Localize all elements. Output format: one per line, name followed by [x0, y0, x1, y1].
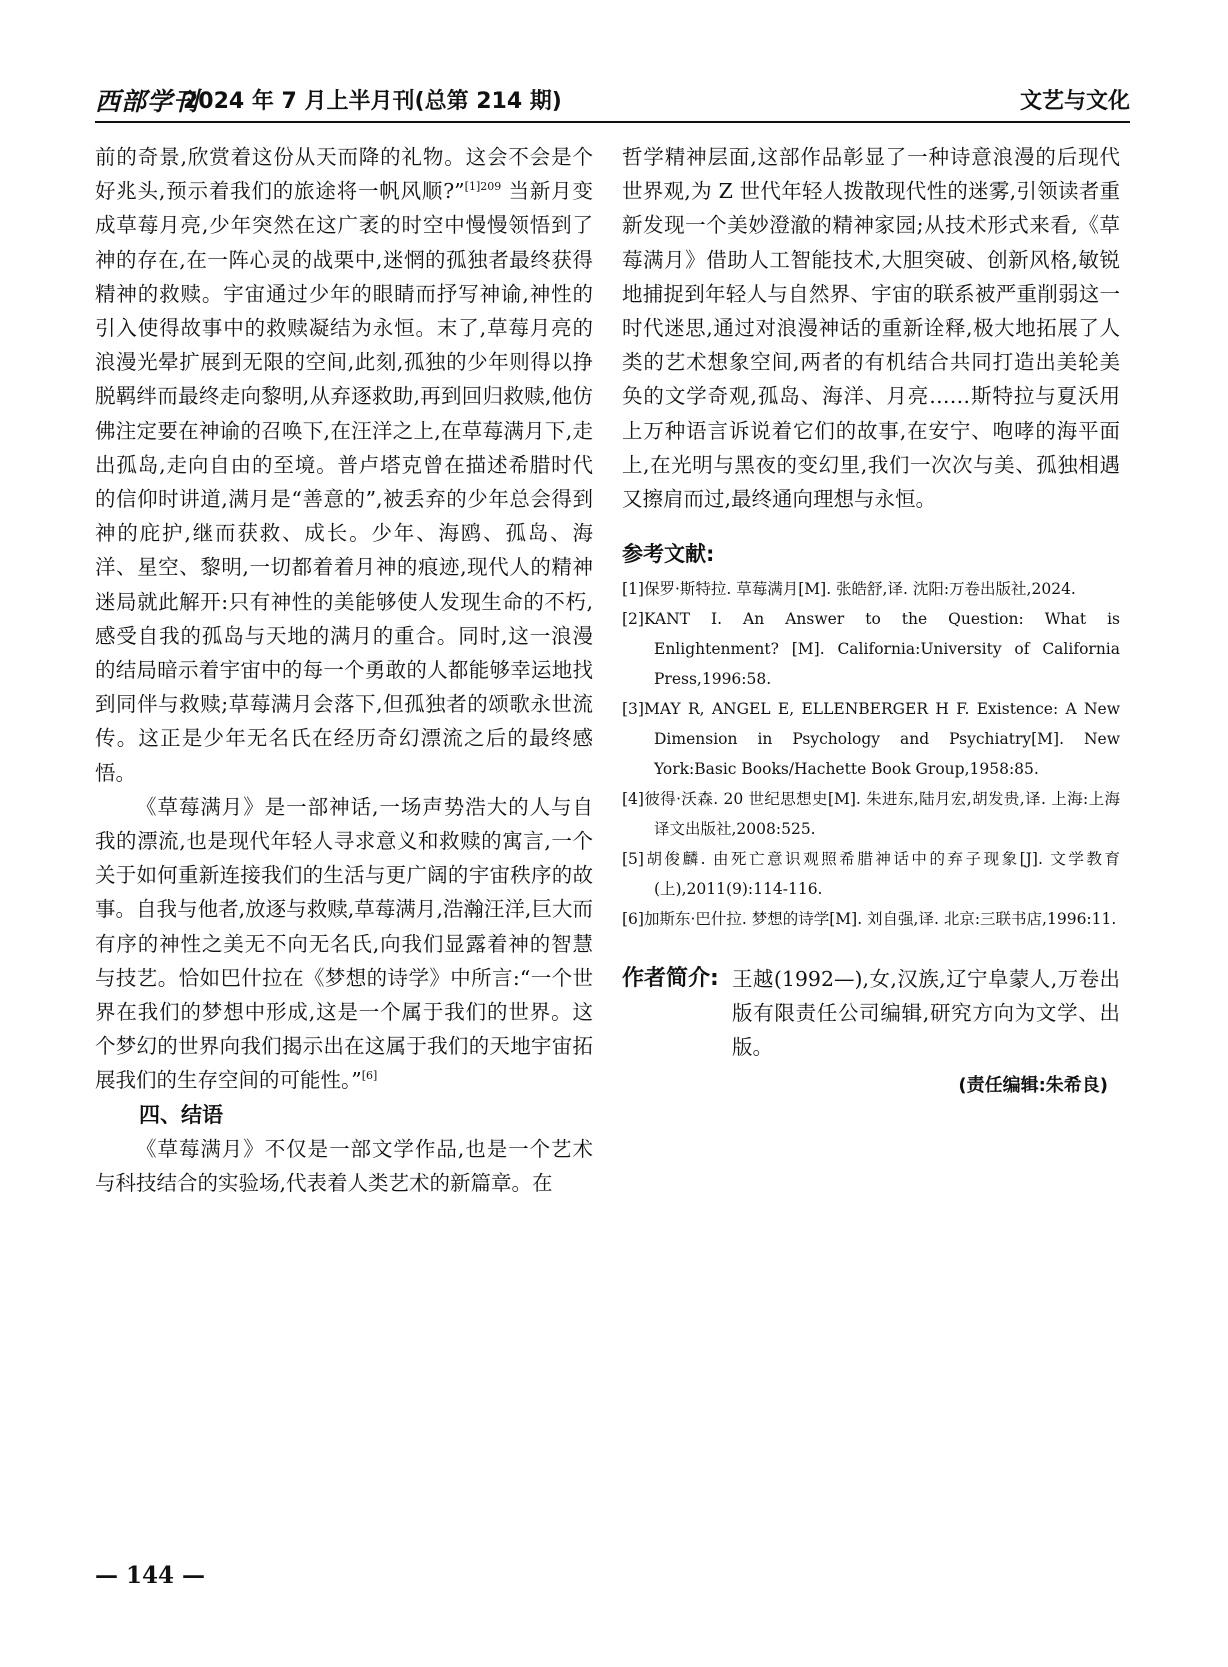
paragraph-text: 《草莓满月》是一部神话,一场声势浩大的人与自我的漂流,也是现代年轻人寻求意义和救赎的寓言,一个关于如何重新连接我们的生活与更广阔的宇宙秩序的故事。自我与他者,放逐与救赎,草莓满月,浩瀚汪洋,巨大而有序的神性之美无不向无名氏,向我们显露着神的智慧与技艺。恰如巴什拉在《梦想的诗学》中所言:“一个世界在我们的梦想中形成,这是一个属于我们的世界。这个梦幻的世界向我们揭示出在这属于我们的天地宇宙拓展我们的生存空间的可能性。” — [95, 794, 593, 1093]
citation-mark: [6] — [361, 1069, 378, 1083]
reference-item: [6]加斯东·巴什拉. 梦想的诗学[M]. 刘自强,译. 北京:三联书店,1996:11. — [622, 910, 1117, 929]
author-label: 作者简介: — [622, 966, 719, 992]
right-column — [622, 140, 1120, 1100]
author-bio — [622, 962, 1120, 1064]
reference-item: [1]保罗·斯特拉. 草莓满月[M]. 张皓舒,译. 沈阳:万卷出版社,2024. — [622, 580, 1076, 599]
reference-item: [4]彼得·沃森. 20 世纪思想史[M]. 朱进东,陆月宏,胡发贵,译. 上海:上海译文出版社,2008:525. — [622, 790, 1120, 839]
issue-info: 2024 年 7 月上半月刊(总第 214 期) — [183, 89, 562, 114]
reference-item: [2]KANT I. An Answer to the Question: What is Enlightenment? [M]. California:University of California Press,1996:58. — [622, 610, 1120, 689]
page-number: — 144 — — [95, 1562, 206, 1589]
journal-logo: 西部学刊 — [95, 87, 200, 116]
reference-item: [5]胡俊麟. 由死亡意识观照希腊神话中的弃子现象[J]. 文学教育(上),2011(9):114-116. — [622, 850, 1120, 899]
reference-item: [3]MAY R, ANGEL E, ELLENBERGER H F. Existence: A New Dimension in Psychology and Psychiatry[M]. New York:Basic Books/Hachette Book Group,1958:85. — [622, 700, 1120, 779]
paragraph-text: 前的奇景,欣赏着这份从天而降的礼物。这会不会是个好兆头,预示着我们的旅途将一帆风顺?” — [95, 145, 593, 204]
header-rule — [95, 121, 1130, 123]
author-text: 王越(1992—),女,汉族,辽宁阜蒙人,万卷出版有限责任公司编辑,研究方向为文学、出版。 — [732, 967, 1120, 1060]
body-paragraph: 哲学精神层面,这部作品彰显了一种诗意浪漫的后现代世界观,为 Z 世代年轻人拨散现代性的迷雾,引领读者重新发现一个美妙澄澈的精神家园;从技术形式来看,《草莓满月》借助人工智能技术,大胆突破、创新风格,敏锐地捕捉到年轻人与自然界、宇宙的联系被严重削弱这一时代迷思,通过对浪漫神话的重新诠释,极大地拓展了人类的艺术想象空间,两者的有机结合共同打造出美轮美奂的文学奇观,孤岛、海洋、月亮……斯特拉与夏沃用上万种语言诉说着它们的故事,在安宁、咆哮的海平面上,在光明与黑夜的变幻里,我们一次次与美、孤独相遇又擦肩而过,最终通向理想与永恒。 — [622, 145, 1120, 512]
editor-credit: (责任编辑:朱希良) — [958, 1075, 1108, 1097]
section-heading: 四、结语 — [139, 1102, 223, 1127]
body-paragraph — [95, 140, 593, 790]
references-heading: 参考文献: — [622, 542, 715, 567]
page-header — [95, 82, 1130, 118]
body-paragraph — [95, 790, 593, 1098]
paragraph-text: 当新月变成草莓月亮,少年突然在这广袤的时空中慢慢领悟到了神的存在,在一阵心灵的战栗中,迷惘的孤独者最终获得精神的救赎。宇宙通过少年的眼睛而抒写神谕,神性的引入使得故事中的救赎凝结为永恒。末了,草莓月亮的浪漫光晕扩展到无限的空间,此刻,孤独的少年则得以挣脱羁绊而最终走向黎明,从弃逐救助,再到回归救赎,他仿佛注定要在神谕的召唤下,在汪洋之上,在草莓满月下,走出孤岛,走向自由的至境。普卢塔克曾在描述希腊时代的信仰时讲道,满月是“善意的”,被丢弃的少年总会得到神的庇护,继而获救、成长。少年、海鸥、孤岛、海洋、星空、黎明,一切都着着月神的痕迹,现代人的精神迷局就此解开:只有神性的美能够使人发现生命的不朽,感受自我的孤岛与天地的满月的重合。同时,这一浪漫的结局暗示着宇宙中的每一个勇敢的人都能够幸运地找到同伴与救赎;草莓满月会落下,但孤独者的颂歌永世流传。这正是少年无名氏在经历奇幻漂流之后的最终感悟。 — [95, 179, 593, 785]
left-column — [95, 140, 593, 1200]
body-paragraph: 《草莓满月》不仅是一部文学作品,也是一个艺术与科技结合的实验场,代表着人类艺术的新篇章。在 — [95, 1136, 593, 1195]
citation-mark: [1]209 — [464, 180, 502, 194]
section-title: 文艺与文化 — [1019, 89, 1130, 114]
reference-list — [622, 574, 1120, 934]
